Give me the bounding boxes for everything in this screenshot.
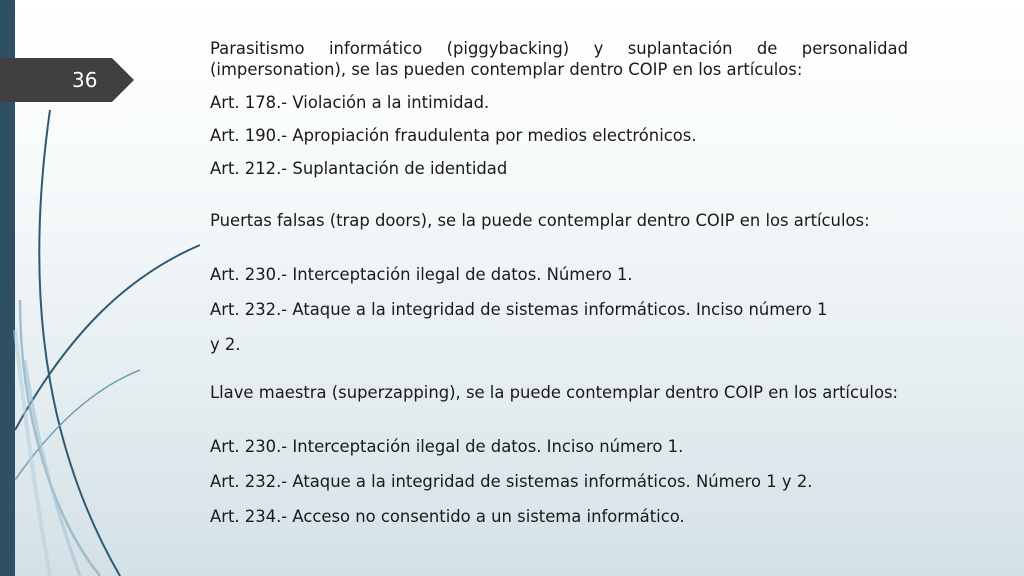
swoosh-line-6	[15, 330, 50, 576]
article-item: Art. 230.- Interceptación ilegal de datos. Número 1.	[210, 265, 633, 284]
section-intro: Parasitismo informático (piggybacking) y suplantación de personalidad (impersonation), se las pueden contemplar dentro COIP en los artículos:	[210, 39, 908, 79]
swoosh-line-5	[25, 360, 80, 576]
slide-number-tab	[0, 58, 134, 102]
article-item: Art. 230.- Interceptación ilegal de datos. Inciso número 1.	[210, 437, 684, 456]
swoosh-line-3	[15, 370, 140, 480]
slide-number: 36	[72, 68, 98, 92]
article-item: Art. 212.- Suplantación de identidad	[210, 159, 508, 178]
section-intro: Puertas falsas (trap doors), se la puede contemplar dentro COIP en los artículos:	[210, 211, 870, 230]
section-superzapping	[210, 382, 908, 527]
section-piggybacking	[210, 38, 908, 179]
section-intro: Llave maestra (superzapping), se la puede contemplar dentro COIP en los artículos:	[210, 383, 899, 402]
article-item: y 2.	[210, 335, 241, 354]
article-item: Art. 178.- Violación a la intimidad.	[210, 93, 490, 112]
article-item: Art. 232.- Ataque a la integridad de sistemas informáticos. Inciso número 1	[210, 300, 828, 319]
article-item: Art. 234.- Acceso no consentido a un sistema informático.	[210, 507, 685, 526]
swoosh-line-4	[20, 300, 100, 576]
swoosh-line-1	[39, 110, 120, 576]
swoosh-line-2	[15, 245, 200, 430]
article-item: Art. 232.- Ataque a la integridad de sistemas informáticos. Número 1 y 2.	[210, 472, 813, 491]
article-item: Art. 190.- Apropiación fraudulenta por medios electrónicos.	[210, 126, 697, 145]
section-trap-doors	[210, 210, 908, 355]
